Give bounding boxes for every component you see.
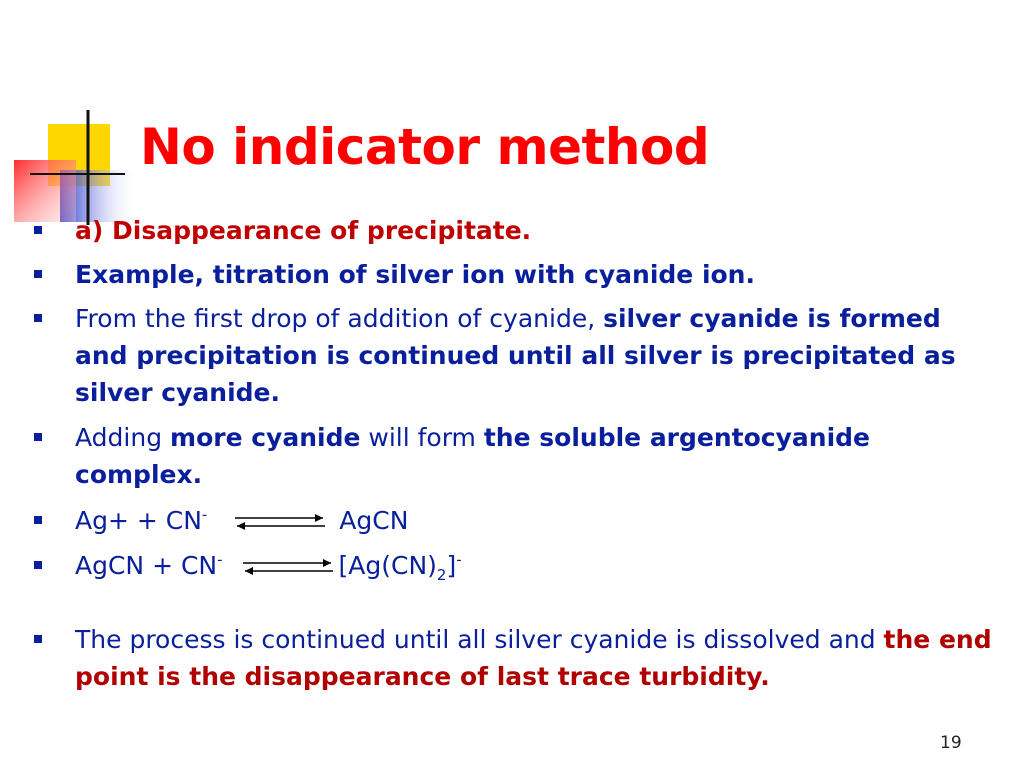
bullet-marker: [34, 561, 42, 569]
equilibrium-arrow-icon: [239, 557, 337, 577]
eq-left-charge: -: [201, 505, 208, 524]
text-bold: silver cyanide is formed and precipitation is continued until all silver is precipitated as silver cyanide.: [75, 304, 956, 407]
bullet-text: [75, 419, 995, 493]
equation: [75, 502, 995, 539]
bullet-marker: [34, 635, 42, 643]
bullet-marker: [34, 226, 42, 234]
bullet-text: [75, 621, 995, 695]
slide-title: No indicator method: [140, 118, 710, 176]
text-normal: will form: [360, 423, 484, 452]
eq-right: [Ag(CN): [338, 551, 437, 580]
text-normal: The process is continued until all silver cyanide is dissolved and: [75, 625, 884, 654]
eq-left: AgCN + CN: [75, 551, 218, 580]
eq-right: AgCN: [339, 506, 409, 535]
bullet-text: Example, titration of silver ion with cyanide ion.: [75, 260, 755, 289]
text-normal: From the first drop of addition of cyanide,: [75, 304, 604, 333]
eq-left: Ag+ + CN: [75, 506, 202, 535]
bullet-text: a) Disappearance of precipitate.: [75, 216, 532, 245]
bullet-marker: [34, 516, 42, 524]
bullet-marker: [34, 270, 42, 278]
page-number: 19: [940, 733, 962, 753]
eq-left-charge: -: [217, 550, 223, 569]
bullet-marker: [34, 314, 42, 322]
bullet-text: [75, 300, 995, 411]
text-bold: the soluble argentocyanide complex.: [75, 423, 870, 489]
bullet-marker: [34, 433, 42, 441]
text-bold: more cyanide: [170, 423, 361, 452]
equilibrium-arrow-icon: [231, 512, 329, 532]
text-normal: Adding: [75, 423, 171, 452]
eq-right-charge: -: [456, 550, 462, 569]
equation: [75, 547, 995, 584]
eq-right-subscript: 2: [436, 566, 447, 584]
eq-right-close: ]: [446, 551, 457, 580]
text-bold: the end point is the disappearance of last trace turbidity.: [75, 625, 992, 691]
